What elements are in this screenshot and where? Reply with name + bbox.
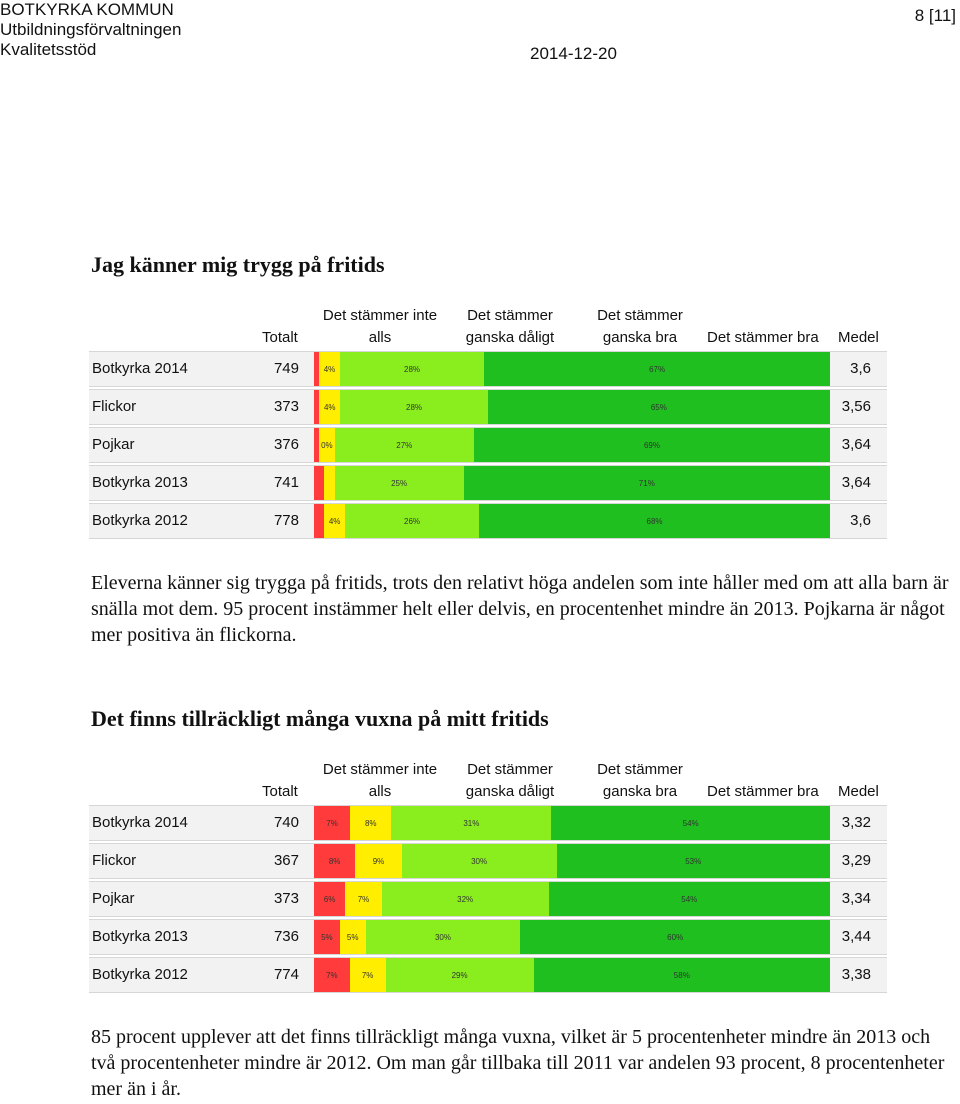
col-rather-well-line2-2: ganska bra (602, 783, 678, 800)
bar-segment-c3: 29% (386, 958, 534, 992)
col-rather-badly-line2-2: ganska dåligt (465, 783, 555, 800)
col-rather-badly-header (455, 305, 565, 349)
bar-segment-c3: 26% (345, 504, 479, 538)
row-label: Botkyrka 2012 (92, 966, 188, 983)
bar-segment-c4: 58% (534, 958, 830, 992)
row-total: 367 (273, 852, 299, 869)
bar-segment-c1: 5% (314, 920, 340, 954)
bar-segment-c1 (314, 504, 324, 538)
bar-segment-c4: 54% (551, 806, 830, 840)
row-label: Flickor (92, 852, 137, 869)
row-label: Flickor (92, 398, 137, 415)
col-rather-well-line1: Det stämmer (597, 307, 683, 324)
section1-paragraph: Eleverna känner sig trygga på fritids, trots den relativt höga andelen som inte håller med om att alla barn är snälla mot dem. 95 procent instämmer helt eller delvis, en procentenhet mindre än 2013. Pojkarna är något mer positiva än flickorna. (91, 572, 949, 646)
section2-paragraph: 85 procent upplever att det finns tillräckligt många vuxna, vilket är 5 procentenheter mindre än 2013 och två procentenheter mindre är 2012. Om man går tillbaka till 2011 var andelen 93 procent, 8 procentenheter mer än i år. (91, 1026, 945, 1100)
table-row (89, 503, 887, 539)
col-not-at-all-line1: Det stämmer inte (322, 307, 438, 324)
bar-segment-c3: 25% (335, 466, 464, 500)
col-rather-well-header (585, 305, 695, 349)
col-rather-well-line1-2: Det stämmer (597, 761, 683, 778)
row-mean: 3,38 (841, 966, 871, 983)
row-total: 740 (273, 814, 299, 831)
bar-segment-c4: 67% (484, 352, 830, 386)
stacked-bar (314, 352, 830, 386)
table-row (89, 881, 887, 917)
col-not-at-all-header-2 (315, 759, 445, 803)
bar-segment-c2: 5% (340, 920, 366, 954)
bar-segment-c3: 32% (382, 882, 549, 916)
table-row (89, 465, 887, 501)
bar-segment-c3: 28% (340, 390, 487, 424)
row-total: 373 (273, 890, 299, 907)
stacked-bar (314, 844, 830, 878)
bar-segment-c3: 28% (340, 352, 484, 386)
bar-segment-c2: 8% (350, 806, 391, 840)
table-row (89, 957, 887, 993)
row-mean: 3,44 (841, 928, 871, 945)
bar-segment-c4: 69% (474, 428, 830, 462)
row-label: Pojkar (92, 436, 135, 453)
bar-segment-c3: 27% (335, 428, 474, 462)
bar-segment-c4: 71% (464, 466, 830, 500)
col-not-at-all-line2-2: alls (368, 783, 392, 800)
table-row (89, 389, 887, 425)
unit-name: Kvalitetsstöd (0, 40, 97, 59)
col-well-header-2: Det stämmer bra (707, 783, 819, 800)
bar-segment-c4: 53% (557, 844, 830, 878)
table-row (89, 351, 887, 387)
row-total: 749 (273, 360, 299, 377)
row-mean: 3,64 (841, 474, 871, 491)
col-well-header: Det stämmer bra (707, 329, 819, 346)
table-row (89, 805, 887, 841)
stacked-bar (314, 466, 830, 500)
row-mean: 3,34 (841, 890, 871, 907)
row-mean: 3,56 (841, 398, 871, 415)
col-rather-well-header-2 (585, 759, 695, 803)
bar-segment-c4: 60% (520, 920, 830, 954)
bar-segment-c2: 7% (350, 958, 386, 992)
stacked-bar (314, 428, 830, 462)
table-row (89, 427, 887, 463)
bar-segment-c4: 68% (479, 504, 830, 538)
col-mean-header-2: Medel (838, 783, 879, 800)
row-label: Botkyrka 2013 (92, 928, 188, 945)
bar-segment-c2: 7% (345, 882, 381, 916)
col-rather-badly-header-2 (455, 759, 565, 803)
section1-title: Jag känner mig trygg på fritids (91, 252, 385, 277)
bar-segment-c3: 30% (366, 920, 521, 954)
bar-segment-c1: 6% (314, 882, 345, 916)
col-rather-badly-line2: ganska dåligt (465, 329, 555, 346)
stacked-bar (314, 806, 830, 840)
document-date: 2014-12-20 (530, 44, 617, 63)
row-total: 778 (273, 512, 299, 529)
row-label: Pojkar (92, 890, 135, 907)
bar-segment-c4: 54% (549, 882, 830, 916)
stacked-bar (314, 882, 830, 916)
department-name: Utbildningsförvaltningen (0, 20, 182, 39)
bar-segment-c2: 0% (319, 428, 334, 462)
row-mean: 3,32 (841, 814, 871, 831)
org-name: BOTKYRKA KOMMUN (0, 0, 174, 19)
bar-segment-c2 (324, 466, 334, 500)
stacked-bar (314, 390, 830, 424)
row-mean: 3,29 (841, 852, 871, 869)
bar-segment-c3: 31% (391, 806, 551, 840)
bar-segment-c1 (314, 466, 324, 500)
bar-segment-c4: 65% (488, 390, 830, 424)
row-total: 376 (273, 436, 299, 453)
row-label: Botkyrka 2014 (92, 360, 188, 377)
col-total-header-2: Totalt (262, 783, 298, 800)
bar-segment-c2: 9% (355, 844, 401, 878)
row-mean: 3,64 (841, 436, 871, 453)
bar-segment-c1: 7% (314, 806, 350, 840)
col-total-header: Totalt (262, 329, 298, 346)
col-not-at-all-line2: alls (368, 329, 392, 346)
row-label: Botkyrka 2012 (92, 512, 188, 529)
stacked-bar (314, 958, 830, 992)
bar-segment-c2: 4% (319, 390, 340, 424)
row-total: 736 (273, 928, 299, 945)
stacked-bar (314, 920, 830, 954)
page-number: 8 [11] (914, 6, 956, 25)
col-rather-well-line2: ganska bra (602, 329, 678, 346)
col-rather-badly-line1: Det stämmer (467, 307, 553, 324)
bar-segment-c2: 4% (324, 504, 345, 538)
row-label: Botkyrka 2014 (92, 814, 188, 831)
stacked-bar (314, 504, 830, 538)
row-mean: 3,6 (850, 360, 871, 377)
col-not-at-all-line1-2: Det stämmer inte (322, 761, 438, 778)
bar-segment-c1: 7% (314, 958, 350, 992)
bar-segment-c2: 4% (319, 352, 340, 386)
col-mean-header: Medel (838, 329, 879, 346)
col-not-at-all-header (315, 305, 445, 349)
bar-segment-c1: 8% (314, 844, 355, 878)
row-total: 741 (273, 474, 299, 491)
row-label: Botkyrka 2013 (92, 474, 188, 491)
table-row (89, 843, 887, 879)
section2-title: Det finns tillräckligt många vuxna på mitt fritids (91, 706, 549, 731)
row-total: 774 (273, 966, 299, 983)
table-row (89, 919, 887, 955)
bar-segment-c3: 30% (402, 844, 557, 878)
row-total: 373 (273, 398, 299, 415)
col-rather-badly-line1-2: Det stämmer (467, 761, 553, 778)
row-mean: 3,6 (850, 512, 871, 529)
